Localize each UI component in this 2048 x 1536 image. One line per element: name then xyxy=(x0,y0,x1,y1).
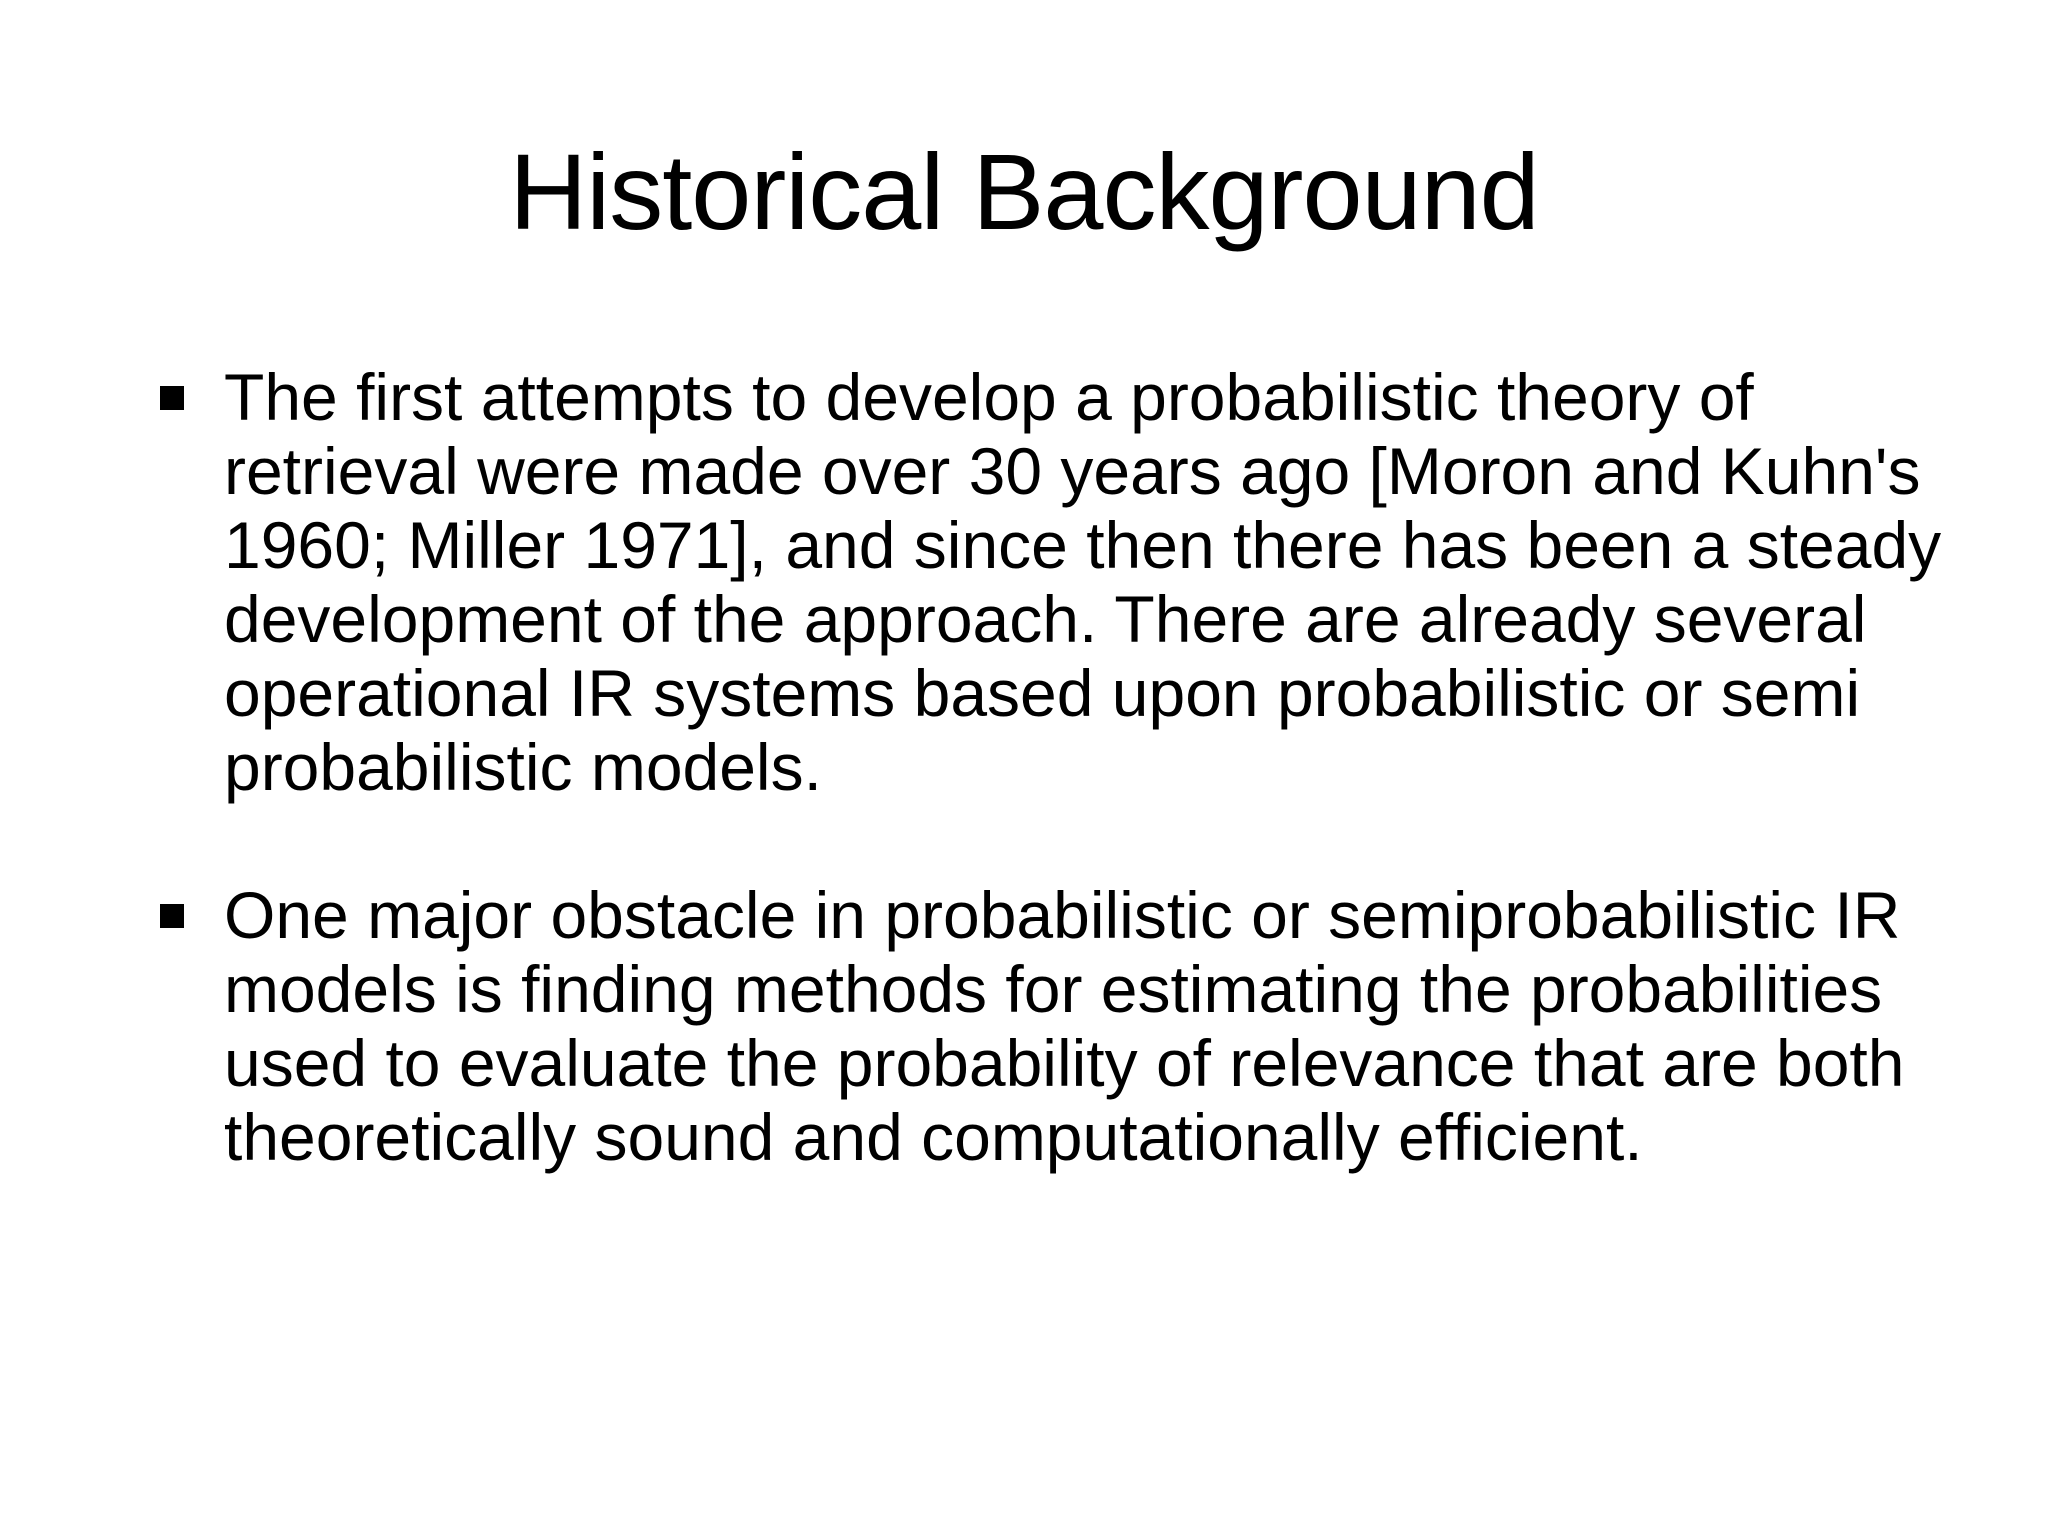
square-bullet-icon xyxy=(160,386,184,410)
bullet-text: The first attempts to develop a probabilistic theory of retrieval were made over 30 years ago [Moron and Kuhn's 1960; Miller 1971], and since then there has been a steady development of the approach. There are already several operational IR systems based upon probabilistic or semi probabilistic models. xyxy=(224,360,1942,804)
bullet-item xyxy=(156,360,1956,804)
square-bullet-icon xyxy=(160,904,184,928)
bullet-list xyxy=(156,360,1956,1174)
slide-title: Historical Background xyxy=(509,131,1539,252)
bullet-text: One major obstacle in probabilistic or semiprobabilistic IR models is finding methods for estimating the probabilities used to evaluate the probability of relevance that are both theoretically sound and computationally efficient. xyxy=(224,878,1905,1174)
bullet-item xyxy=(156,878,1956,1174)
